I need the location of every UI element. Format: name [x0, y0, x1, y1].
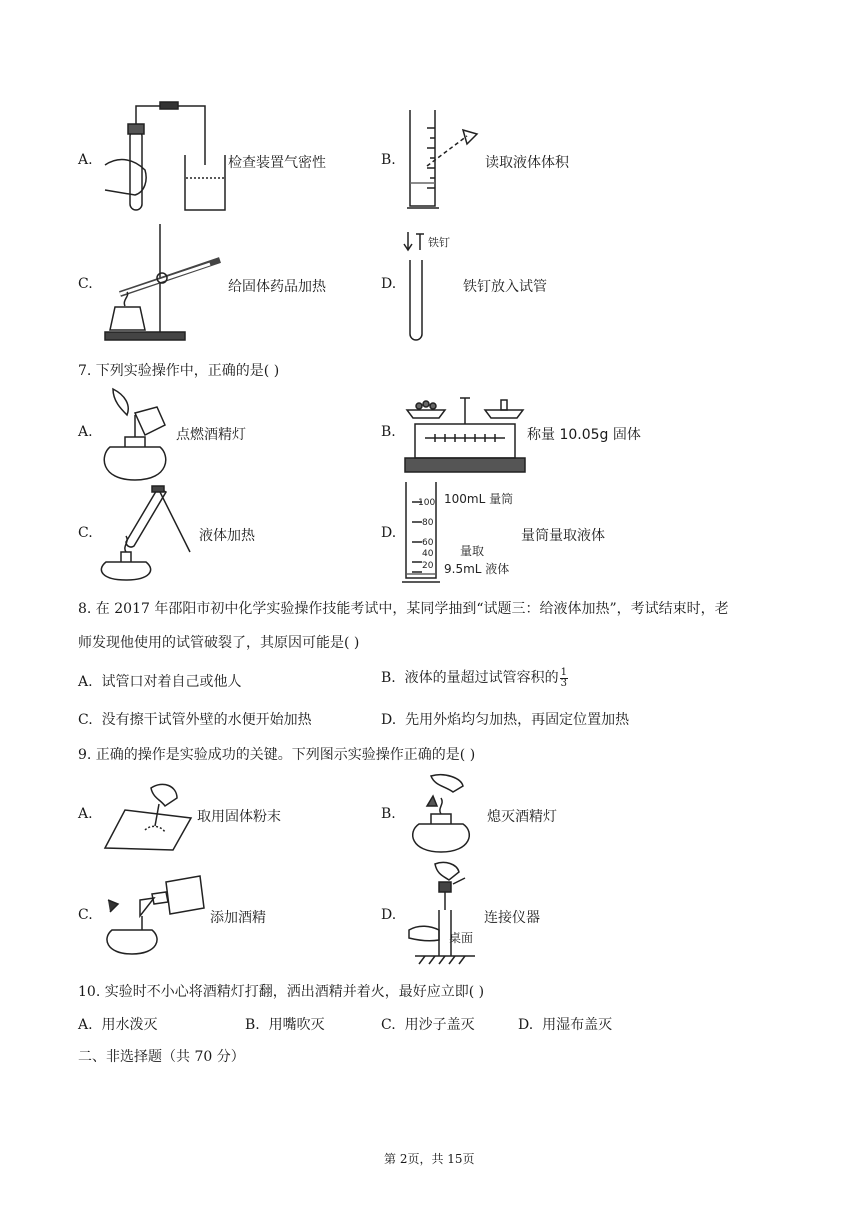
q9-option-b-letter: B.: [381, 806, 396, 822]
q7-stem: 7. 下列实验操作中，正确的是( ): [78, 363, 280, 379]
q7-figure-c-heat-liquid: [96, 482, 196, 582]
q6-figure-a-airtightness: [100, 100, 225, 215]
q8-fraction-denominator: 3: [560, 677, 568, 689]
q6-option-c-text: 给固体药品加热: [228, 279, 326, 295]
q8-fraction-numerator: 1: [560, 666, 568, 678]
q7-tick-20: 20: [422, 561, 434, 571]
q8-option-b-text: 液体的量超过试管容积的: [404, 670, 559, 686]
q6-option-b-letter: B.: [381, 152, 396, 168]
section2-title: 二、非选择题（共 70 分）: [78, 1049, 245, 1065]
q8-option-a: [78, 671, 241, 691]
q8-option-d-text: 先用外焰均匀加热，再固定位置加热: [405, 712, 630, 728]
q10-option-d: [518, 1014, 612, 1034]
q6-figure-b-read-volume: [405, 108, 480, 213]
q7-figure-d-measuring-cylinder: [400, 478, 525, 586]
q8-option-c: [78, 709, 312, 729]
q7-measure-line2: 9.5mL 液体: [444, 562, 510, 576]
q8-option-b: [381, 667, 568, 689]
q9-figure-c-add-alcohol: [100, 868, 210, 958]
q9-option-c-text: 添加酒精: [210, 910, 266, 926]
q7-option-d-text: 量筒量取液体: [521, 528, 605, 544]
q6-option-d-text: 铁钉放入试管: [463, 279, 547, 295]
q9-option-d-text: 连接仪器: [484, 910, 540, 926]
q7-tick-40: 40: [422, 549, 434, 559]
q7-option-d-letter: D.: [381, 525, 397, 541]
q9-option-a-letter: A.: [78, 806, 93, 822]
q10-option-c: [381, 1014, 475, 1034]
q10-option-a-text: 用水泼灭: [101, 1017, 158, 1033]
q7-option-b-letter: B.: [381, 424, 396, 440]
q10-option-d-letter: D.: [518, 1017, 534, 1033]
q7-option-c-letter: C.: [78, 525, 93, 541]
q8-option-a-letter: A.: [78, 674, 93, 690]
q9-option-b-text: 熄灭酒精灯: [487, 809, 557, 825]
q6-option-c-letter: C.: [78, 276, 93, 292]
q7-option-b-text: 称量 10.05g 固体: [527, 427, 641, 443]
q9-option-d-letter: D.: [381, 907, 397, 923]
q7-option-a-letter: A.: [78, 424, 93, 440]
q7-cylinder-caption: 100mL 量筒: [444, 492, 514, 506]
q9-figure-a-powder: [103, 778, 193, 850]
q8-option-a-text: 试管口对着自己或他人: [101, 674, 242, 690]
q8-stem-line2: 师发现他使用的试管破裂了，其原因可能是( ): [78, 635, 360, 651]
q7-measure-line1: 量取: [460, 544, 485, 558]
q8-option-d: [381, 709, 629, 729]
q6-figure-d-iron-nail: [400, 228, 470, 343]
q6-iron-nail-label: 铁钉: [428, 236, 450, 249]
q10-option-a: [78, 1014, 157, 1034]
q9-desk-label: 桌面: [449, 931, 474, 945]
q6-option-a-text: 检查装置气密性: [228, 155, 326, 171]
q6-option-b-text: 读取液体体积: [485, 155, 569, 171]
q7-option-a-text: 点燃酒精灯: [176, 427, 246, 443]
q7-tick-80: 80: [422, 518, 434, 528]
q8-option-b-letter: B.: [381, 670, 396, 686]
q9-stem: 9. 正确的操作是实验成功的关键。下列图示实验操作正确的是( ): [78, 747, 476, 763]
q10-option-b-text: 用嘴吹灭: [268, 1017, 325, 1033]
q8-option-c-letter: C.: [78, 712, 93, 728]
q8-option-d-letter: D.: [381, 712, 397, 728]
q9-option-c-letter: C.: [78, 907, 93, 923]
q9-option-a-text: 取用固体粉末: [197, 809, 281, 825]
q10-option-b: [245, 1014, 325, 1034]
page-footer: 第 2页，共 15页: [384, 1152, 475, 1166]
q6-figure-c-heat-solid: [100, 222, 225, 342]
q10-option-c-letter: C.: [381, 1017, 396, 1033]
q10-option-c-text: 用沙子盖灭: [404, 1017, 475, 1033]
q10-option-d-text: 用湿布盖灭: [542, 1017, 613, 1033]
q10-option-b-letter: B.: [245, 1017, 260, 1033]
q7-figure-a-light-lamp: [95, 385, 175, 485]
q7-figure-b-balance: [405, 388, 527, 474]
q7-tick-100: 100: [418, 498, 436, 508]
q7-option-c-text: 液体加热: [199, 528, 255, 544]
q9-figure-d-connect: [405, 860, 485, 970]
q6-option-d-letter: D.: [381, 276, 397, 292]
q10-stem: 10. 实验时不小心将酒精灯打翻，洒出酒精并着火，最好应立即( ): [78, 984, 485, 1000]
q9-figure-b-extinguish: [405, 772, 480, 858]
q7-tick-60: 60: [422, 538, 434, 548]
q8-stem-line1: 8. 在 2017 年邵阳市初中化学实验操作技能考试中，某同学抽到“试题三：给液体加热”，考试结束时，老: [78, 601, 729, 617]
q6-option-a-letter: A.: [78, 152, 93, 168]
q8-option-c-text: 没有擦干试管外壁的水便开始加热: [101, 712, 312, 728]
q8-option-b-fraction: [560, 668, 568, 689]
q10-option-a-letter: A.: [78, 1017, 93, 1033]
